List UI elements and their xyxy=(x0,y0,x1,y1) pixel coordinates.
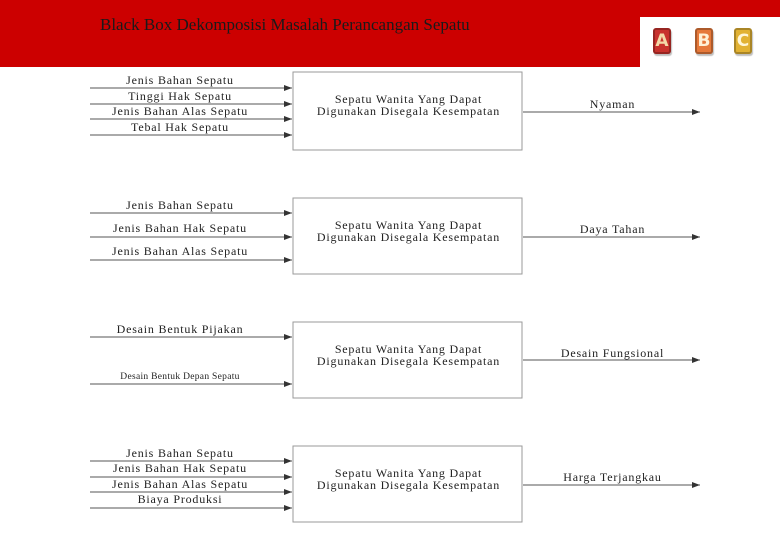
box-text: Sepatu Wanita Yang Dapat Digunakan Disegala Kesempatan xyxy=(316,466,501,492)
output-label: Desain Fungsional xyxy=(560,346,665,360)
input-label: Tinggi Hak Sepatu xyxy=(128,89,232,103)
output-label: Nyaman xyxy=(589,97,636,111)
box-text: Sepatu Wanita Yang Dapat Digunakan Disegala Kesempatan xyxy=(316,218,501,244)
slide-title: Black Box Dekomposisi Masalah Perancangan Sepatu xyxy=(100,15,470,34)
logo-block-b: B xyxy=(695,28,713,54)
input-label: Desain Bentuk Depan Sepatu xyxy=(120,372,240,382)
input-label: Tebal Hak Sepatu xyxy=(131,120,229,134)
input-label: Jenis Bahan Sepatu xyxy=(126,446,234,460)
input-label: Jenis Bahan Sepatu xyxy=(126,73,234,87)
input-label: Jenis Bahan Alas Sepatu xyxy=(111,244,249,258)
input-label: Desain Bentuk Pijakan xyxy=(116,322,244,336)
input-label: Jenis Bahan Hak Sepatu xyxy=(113,461,247,475)
output-label: Daya Tahan xyxy=(579,222,646,236)
logo-block-c: C xyxy=(734,28,752,54)
input-label: Jenis Bahan Alas Sepatu xyxy=(111,477,249,491)
box-text: Sepatu Wanita Yang Dapat Digunakan Disegala Kesempatan xyxy=(316,342,501,368)
input-label: Biaya Produksi xyxy=(137,492,223,506)
box-text: Sepatu Wanita Yang Dapat Digunakan Disegala Kesempatan xyxy=(316,92,501,118)
input-label: Jenis Bahan Alas Sepatu xyxy=(111,104,249,118)
input-label: Jenis Bahan Sepatu xyxy=(126,198,234,212)
logo-block-a: A xyxy=(653,28,671,54)
input-label: Jenis Bahan Hak Sepatu xyxy=(113,221,247,235)
output-label: Harga Terjangkau xyxy=(563,470,662,484)
